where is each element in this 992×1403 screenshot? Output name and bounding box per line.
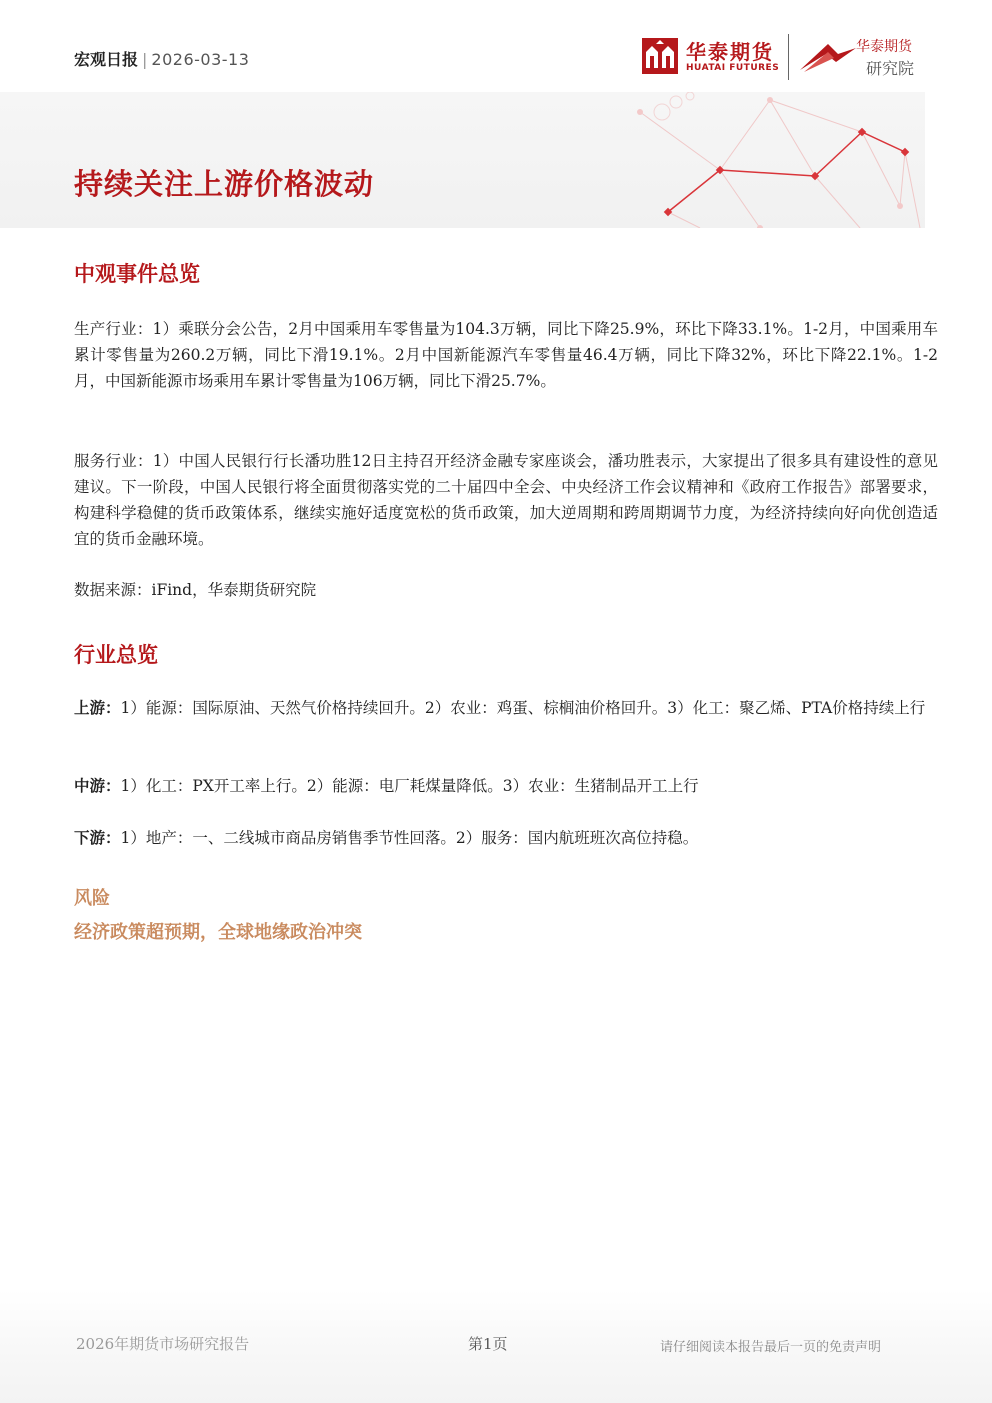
midstream-text: 1）化工：PX开工率上行。2）能源：电厂耗煤量降低。3）农业：生猪制品开工上行 [120, 777, 699, 795]
institute-logo-icon [798, 40, 858, 74]
page-number: 第1页 [468, 1335, 508, 1353]
company-name-cn: 华泰期货 [686, 40, 774, 64]
institute-name: 研究院 [866, 59, 915, 78]
upstream-text: 1）能源：国际原油、天然气价格持续回升。2）农业：鸡蛋、棕榈油价格回升。3）化工：聚乙烯、PTA价格持续上行 [120, 699, 926, 717]
upstream-label: 上游： [74, 699, 121, 717]
risk-title: 风险 [74, 888, 110, 909]
midstream-label: 中游： [74, 777, 121, 795]
company-logo [642, 34, 932, 82]
huatai-logo-icon [642, 38, 678, 74]
paragraph-upstream [74, 695, 938, 721]
report-date: 2026-03-13 [151, 50, 250, 69]
section-title-industry: 行业总览 [74, 643, 158, 667]
footer-report-name: 2026年期货市场研究报告 [76, 1335, 250, 1353]
disclaimer-note: 请仔细阅读本报告最后一页的免责声明 [660, 1340, 882, 1355]
report-type: 宏观日报 [74, 50, 139, 69]
paragraph-downstream [74, 825, 938, 851]
section-title-events: 中观事件总览 [74, 262, 200, 286]
title-banner [0, 92, 925, 228]
company-name-en: HUATAI FUTURES [686, 63, 780, 73]
report-title: 持续关注上游价格波动 [74, 167, 375, 201]
header-separator: | [142, 50, 148, 69]
risk-text: 经济政策超预期，全球地缘政治冲突 [74, 922, 362, 943]
paragraph-production: 生产行业：1）乘联分会公告，2月中国乘用车零售量为104.3万辆，同比下降25.9%，环比下降33.1%。1-2月，中国乘用车累计零售量为260.2万辆，同比下滑19.1%。2月中国新能源汽车零售量46.4万辆，同比下降32%，环比下降22.1%。1-2月，中国新能源市场乘用车累计零售量为106万辆，同比下滑25.7%。 [74, 320, 938, 390]
downstream-label: 下游： [74, 829, 121, 847]
report-header [74, 47, 249, 70]
data-source: 数据来源：iFind，华泰期货研究院 [74, 581, 317, 599]
paragraph-midstream [74, 773, 938, 799]
logo-divider [788, 34, 789, 80]
institute-subtitle: 华泰期货 [856, 39, 912, 55]
network-graphic [0, 92, 925, 228]
paragraph-service: 服务行业：1）中国人民银行行长潘功胜12日主持召开经济金融专家座谈会，潘功胜表示，大家提出了很多具有建设性的意见建议。下一阶段，中国人民银行将全面贯彻落实党的二十届四中全会、中央经济工作会议精神和《政府工作报告》部署要求，构建科学稳健的货币政策体系，继续实施好适度宽松的货币政策，加大逆周期和跨周期调节力度，为经济持续向好向优创造适宜的货币金融环境。 [74, 452, 938, 548]
downstream-text: 1）地产：一、二线城市商品房销售季节性回落。2）服务：国内航班班次高位持稳。 [120, 829, 699, 847]
